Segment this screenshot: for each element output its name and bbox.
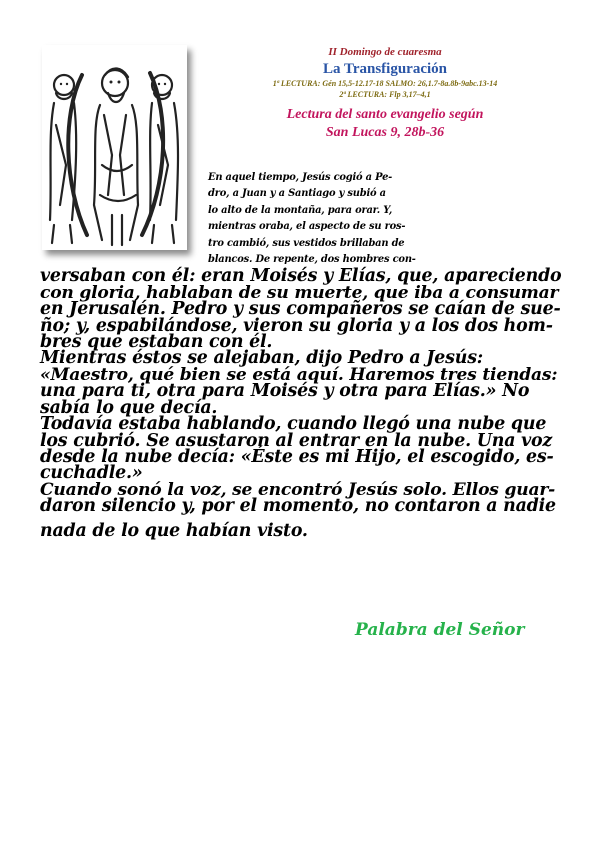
closing-acclamation: Palabra del Señor <box>355 620 525 640</box>
gospel-line: blancos. De repente, dos hombres con- <box>208 254 416 266</box>
header <box>215 46 555 142</box>
gospel-line: Mientras éstos se alejaban, dijo Pedro a Jesús: <box>40 348 484 369</box>
gospel-line: con gloria, hablaban de su muerte, que iba a consumar <box>40 282 559 303</box>
gospel-line: ño; y, espabilándose, vieron su gloria y a los dos hom- <box>40 315 553 336</box>
gospel-line: En aquel tiempo, Jesús cogió a Pe- <box>208 172 393 183</box>
gospel-line: dro, a Juan y a Santiago y subió a <box>208 188 386 200</box>
gospel-line: mientras oraba, el aspecto de su ros- <box>208 221 406 233</box>
gospel-line: una para ti, otra para Moisés y otra para Elías.» No <box>40 381 530 402</box>
gospel-line: bres que estaban con él. <box>40 332 273 353</box>
gospel-line: lo alto de la montaña, para orar. Y, <box>208 204 393 216</box>
gospel-line: daron silencio y, por el momento, no contaron a nadie <box>40 496 556 517</box>
gospel-line: Todavía estaba hablando, cuando llegó una nube que <box>40 414 547 435</box>
gospel-line: Cuando sonó la voz, se encontró Jesús solo. Ellos guar- <box>40 479 556 500</box>
gospel-line: desde la nube decía: «Éste es mi Hijo, el escogido, es- <box>40 446 554 467</box>
gospel-line: nada de lo que habían visto. <box>40 520 308 541</box>
gospel-line: los cubrió. Se asustaron al entrar en la nube. Una voz <box>40 430 553 451</box>
gospel-line: sabía lo que decía. <box>40 397 218 418</box>
gospel-text <box>40 170 562 539</box>
gospel-line: «Maestro, qué bien se está aquí. Haremos tres tiendas: <box>40 364 558 385</box>
gospel-line: versaban con él: eran Moisés y Elías, que, apareciendo <box>40 266 562 287</box>
gospel-intro: Lectura del santo evangelio según <box>286 107 484 122</box>
gospel-line: tro cambió, sus vestidos brillaban de <box>208 237 405 249</box>
readings-line-2: 2ª LECTURA: Flp 3,17–4,1 <box>339 90 431 99</box>
readings-line-1: 1ª LECTURA: Gén 15,5-12.17-18 SALMO: 26,1.7-8a.8b-9abc.13-14 <box>272 79 498 88</box>
gospel-line: cuchadle.» <box>40 463 143 484</box>
gospel-reference: San Lucas 9, 28b-36 <box>325 125 445 140</box>
page-title: La Transfiguración <box>322 61 448 77</box>
gospel-line: en Jerusalén. Pedro y sus compañeros se caían de sue- <box>40 299 561 320</box>
sunday-title: II Domingo de cuaresma <box>328 46 442 58</box>
